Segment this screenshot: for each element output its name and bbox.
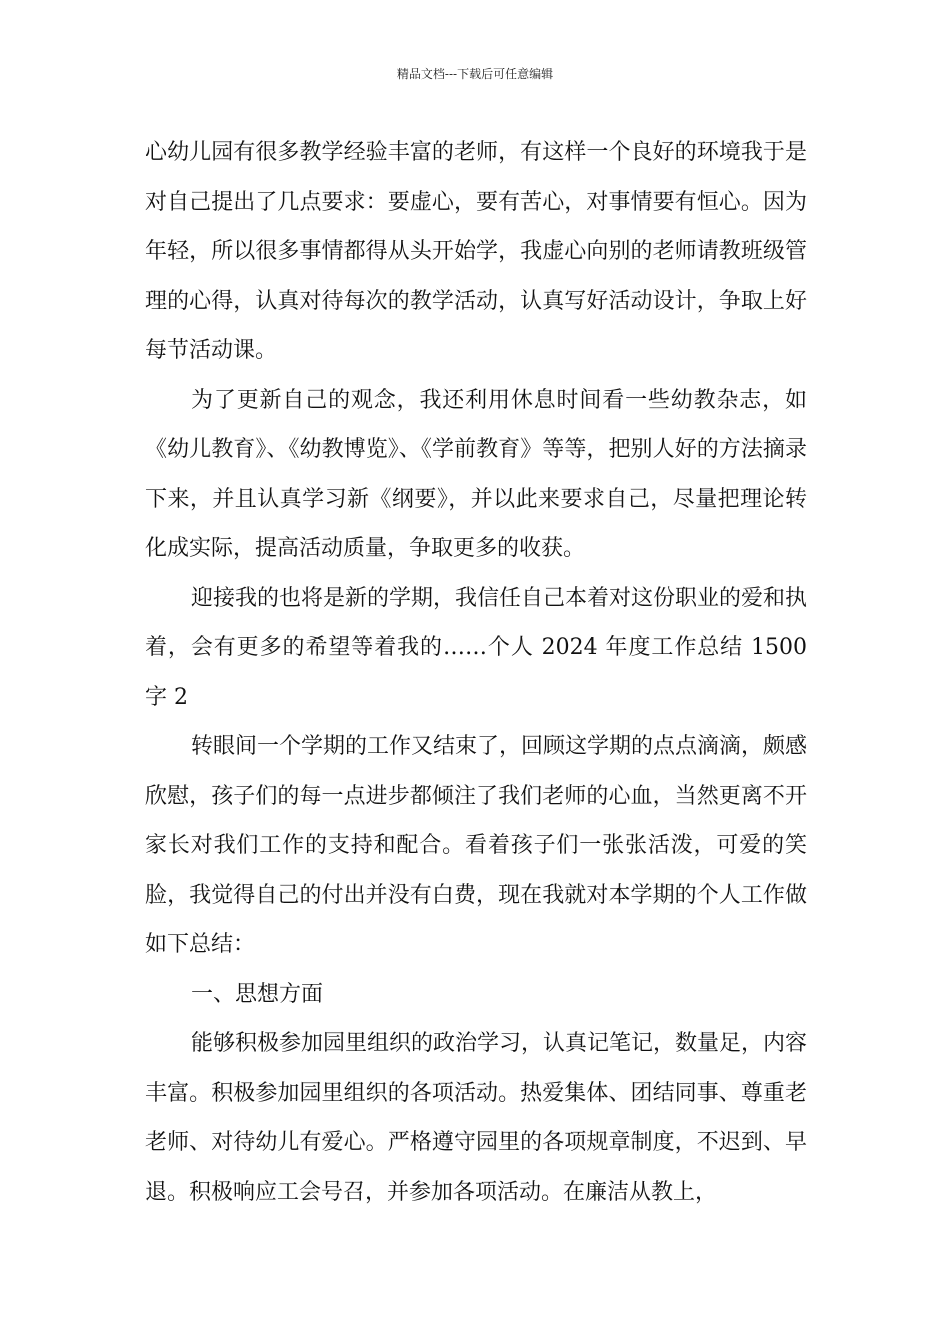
paragraph-4: 转眼间一个学期的工作又结束了，回顾这学期的点点滴滴，颇感欣慰，孩子们的每一点进步都倾注了我们老师的心血，当然更离不开家长对我们工作的支持和配合。看着孩子们一张张活泼，可爱的笑脸，我觉得自己的付出并没有白费，现在我就对本学期的个人工作做如下总结： [145, 734, 808, 957]
paragraph-1: 心幼儿园有很多教学经验丰富的老师，有这样一个良好的环境我于是对自己提出了几点要求：要虚心，要有苦心，对事情要有恒心。因为年轻，所以很多事情都得从头开始学，我虚心向别的老师请教班级管理的心得，认真对待每次的教学活动，认真写好活动设计，争取上好每节活动课。 [145, 140, 807, 363]
paragraph-3: 迎接我的也将是新的学期，我信任自己本着对这份职业的爱和执着，会有更多的希望等着我的……个人 2024 年度工作总结 1500 字 2 [145, 585, 808, 710]
document-body [145, 128, 807, 1217]
paragraph-2: 为了更新自己的观念，我还利用休息时间看一些幼教杂志，如《幼儿教育》、《幼教博览》、《学前教育》等等，把别人好的方法摘录下来，并且认真学习新《纲要》，并以此来要求自己，尽量把理论转化成实际，提高活动质量，争取更多的收获。 [145, 387, 807, 561]
paragraph-6: 能够积极参加园里组织的政治学习，认真记笔记，数量足，内容丰富。积极参加园里组织的各项活动。热爱集体、团结同事、尊重老老师、对待幼儿有爱心。严格遵守园里的各项规章制度，不迟到、早退。积极响应工会号召，并参加各项活动。在廉洁从教上， [145, 1031, 808, 1205]
section-heading-thinking: 一、思想方面 [191, 981, 324, 1007]
page-header: 精品文档---下载后可任意编辑 [396, 67, 554, 81]
